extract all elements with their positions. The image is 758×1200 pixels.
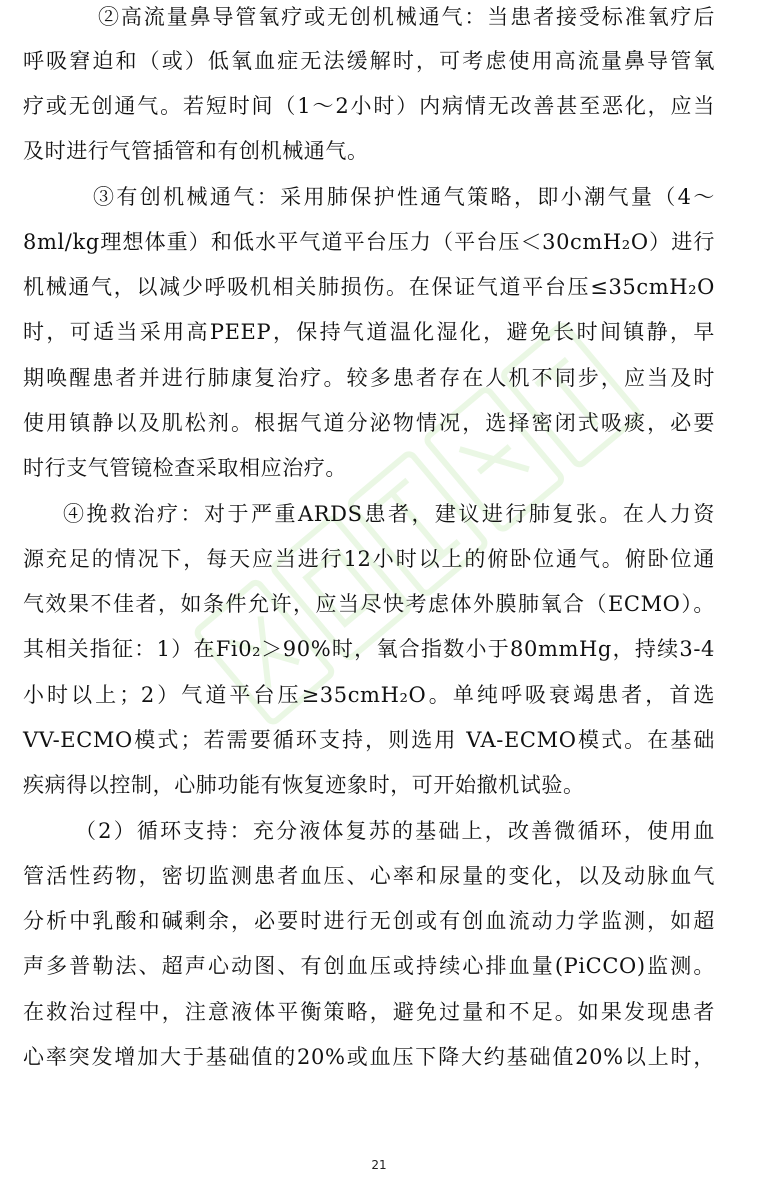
text-line: 心率突发增加大于基础值的20%或血压下降大约基础值20%以上时， — [23, 1045, 715, 1069]
text-line: 源充足的情况下，每天应当进行12小时以上的俯卧位通气。俯卧位通 — [23, 547, 715, 571]
text-line: 气效果不佳者，如条件允许，应当尽快考虑体外膜肺氧合（ECMO）。 — [23, 592, 715, 616]
text-line: 其相关指征：1）在Fi0₂＞90%时，氧合指数小于80mmHg，持续3-4 — [23, 637, 715, 661]
text-line: 期唤醒患者并进行肺康复治疗。较多患者存在人机不同步，应当及时 — [23, 366, 715, 390]
text-line: 在救治过程中，注意液体平衡策略，避免过量和不足。如果发现患者 — [23, 1000, 715, 1024]
text-line: 机械通气，以减少呼吸机相关肺损伤。在保证气道平台压≤35cmH₂O — [23, 275, 715, 299]
text-line: 疾病得以控制，心肺功能有恢复迹象时，可开始撤机试验。 — [23, 773, 585, 797]
text-line: 声多普勒法、超声心动图、有创血压或持续心排血量(PiCCO)监测。 — [23, 954, 715, 978]
text-line: VV-ECMO模式；若需要循环支持，则选用 VA-ECMO模式。在基础 — [23, 728, 715, 752]
text-line: 呼吸窘迫和（或）低氧血症无法缓解时，可考虑使用高流量鼻导管氧 — [23, 49, 715, 73]
text-line: 时行支气管镜检查采取相应治疗。 — [23, 456, 347, 480]
text-line: ③有创机械通气：采用肺保护性通气策略，即小潮气量（4～ — [93, 185, 715, 209]
text-line: （2）循环支持：充分液体复苏的基础上，改善微循环，使用血 — [75, 819, 715, 843]
text-line: 时，可适当采用高PEEP，保持气道温化湿化，避免长时间镇静，早 — [23, 320, 715, 344]
text-line: 管活性药物，密切监测患者血压、心率和尿量的变化，以及动脉血气 — [23, 864, 715, 888]
text-line: ④挽救治疗：对于严重ARDS患者，建议进行肺复张。在人力资 — [63, 502, 715, 526]
text-line: 小时以上；2）气道平台压≥35cmH₂O。单纯呼吸衰竭患者，首选 — [23, 683, 715, 707]
text-line: 分析中乳酸和碱剩余，必要时进行无创或有创血流动力学监测，如超 — [23, 909, 715, 933]
text-line: 使用镇静以及肌松剂。根据气道分泌物情况，选择密闭式吸痰，必要 — [23, 411, 715, 435]
page-number: 21 — [371, 1158, 387, 1172]
text-line: ②高流量鼻导管氧疗或无创机械通气：当患者接受标准氧疗后 — [98, 5, 715, 29]
text-line: 8ml/kg理想体重）和低水平气道平台压力（平台压＜30cmH₂O）进行 — [23, 230, 715, 254]
text-line: 疗或无创通气。若短时间（1～2小时）内病情无改善甚至恶化，应当 — [23, 94, 715, 118]
text-line: 及时进行气管插管和有创机械通气。 — [23, 139, 369, 163]
